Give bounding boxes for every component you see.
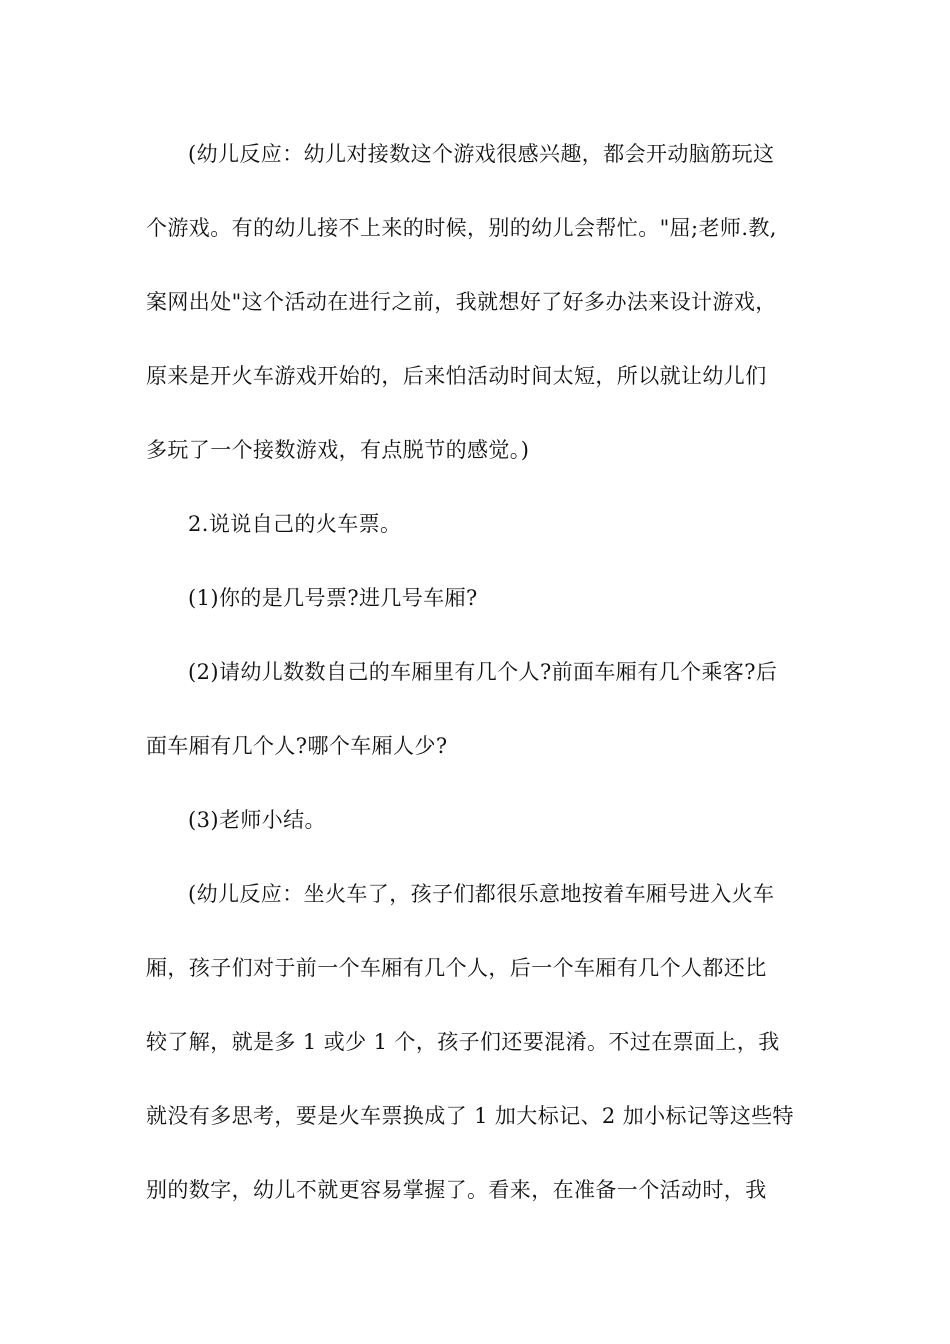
list-item: (2)请幼儿数数自己的车厢里有几个人?前面车厢有几个乘客?后 [188,660,778,684]
paragraph-line: 原来是开火车游戏开始的，后来怕活动时间太短，所以就让幼儿们 [146,364,767,388]
list-item: (1)你的是几号票?进几号车厢? [188,586,478,610]
paragraph-line: 厢，孩子们对于前一个车厢有几个人，后一个车厢有几个人都还比 [146,956,767,980]
paragraph-line: 别的数字，幼儿不就更容易掌握了。看来，在准备一个活动时，我 [146,1178,767,1202]
paragraph-line: (幼儿反应：幼儿对接数这个游戏很感兴趣，都会开动脑筋玩这 [188,142,775,166]
paragraph-line: 较了解，就是多 1 或少 1 个，孩子们还要混淆。不过在票面上，我 [146,1030,780,1054]
paragraph-line: (幼儿反应：坐火车了，孩子们都很乐意地按着车厢号进入火车 [188,882,775,906]
paragraph-line: 面车厢有几个人?哪个车厢人少? [146,734,448,758]
paragraph-line: 多玩了一个接数游戏，有点脱节的感觉。) [146,438,530,462]
list-item: (3)老师小结。 [188,808,326,832]
paragraph-line: 就没有多思考，要是火车票换成了 1 加大标记、2 加小标记等这些特 [146,1104,794,1128]
paragraph-line: 案网出处"这个活动在进行之前，我就想好了好多办法来设计游戏， [146,290,777,314]
paragraph-line: 个游戏。有的幼儿接不上来的时候，别的幼儿会帮忙。"屈;老师.教, [146,216,777,240]
section-heading: 2.说说自己的火车票。 [188,512,402,536]
